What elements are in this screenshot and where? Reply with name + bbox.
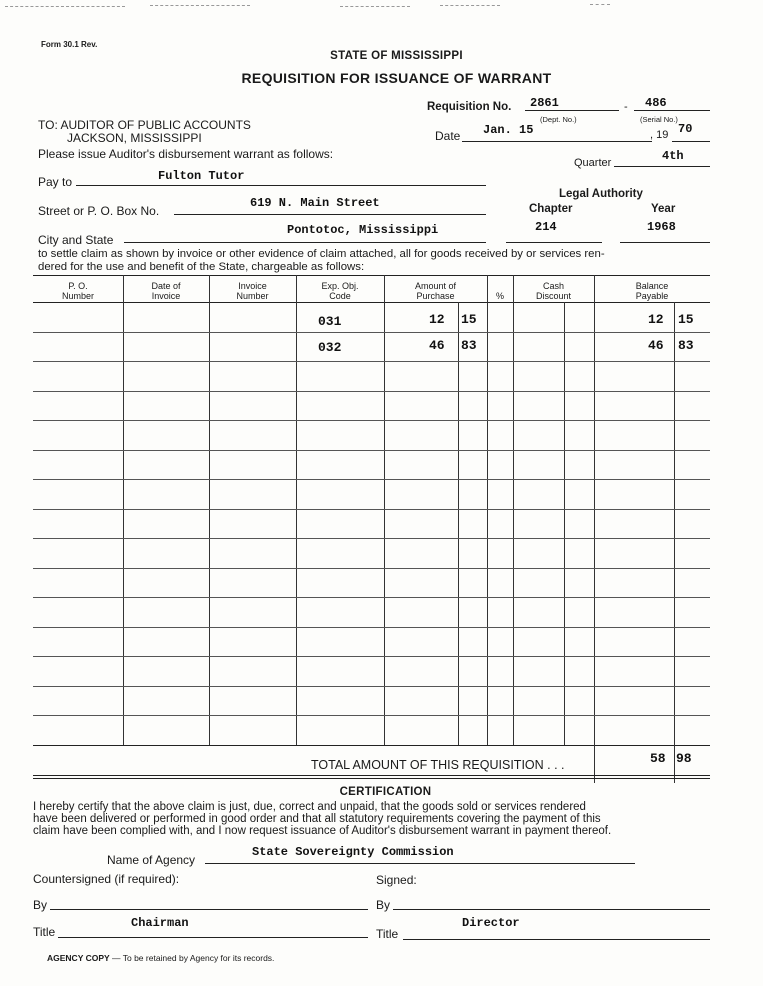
quarter-label: Quarter [574,157,612,169]
year-value[interactable]: 1968 [647,220,676,234]
by-label-left: By [33,898,48,912]
certification-line3: claim have been complied with, and I now request issuance of Auditor's disbursement warrant in payment thereof. [33,825,612,837]
amount-dollars-cell[interactable]: 12 [429,312,445,327]
countersigned-label: Countersigned (if required): [33,872,180,886]
header-amount: Amount of Purchase [414,281,457,301]
title-label-right: Title [376,927,399,941]
street-label: Street or P. O. Box No. [38,204,160,218]
header-po: P. O. Number [61,281,94,301]
agency-value[interactable]: State Sovereignty Commission [252,845,454,859]
pay-to-label: Pay to [38,175,73,189]
date-year[interactable]: 70 [678,122,693,136]
balance-cents-cell[interactable]: 15 [678,312,694,327]
date-year-prefix: , 19 [650,129,669,141]
agency-label: Name of Agency [107,853,196,867]
balance-cents-cell[interactable]: 83 [678,338,694,353]
dept-caption: (Dept. No.) [540,115,577,124]
year-label: Year [651,203,676,215]
date-label: Date [435,129,461,143]
certification-title: CERTIFICATION [339,786,432,798]
chapter-value[interactable]: 214 [535,220,557,234]
amount-dollars-cell[interactable]: 46 [429,338,445,353]
right-title-value[interactable]: Director [462,916,520,930]
certification-line1: I hereby certify that the above claim is just, due, correct and unpaid, that the goods sold or services rendered [33,801,586,813]
instruction-text: Please issue Auditor's disbursement warrant as follows: [38,147,334,161]
serial-caption: (Serial No.) [640,115,678,124]
pay-to-value[interactable]: Fulton Tutor [158,169,245,183]
exp-code-cell[interactable]: 031 [318,314,342,329]
addressee-line2: JACKSON, MISSISSIPPI [67,131,202,145]
dept-number[interactable]: 2861 [530,96,559,110]
requisition-separator: - [624,101,628,113]
header-invoice: Invoice Number [236,281,269,301]
header-percent: % [495,291,504,301]
quarter-value[interactable]: 4th [662,149,684,163]
form-title: REQUISITION FOR ISSUANCE OF WARRANT [241,70,552,86]
total-cents[interactable]: 98 [676,751,692,766]
certification-line2: have been delivered or performed in good order and that all statutory requirements covering the payment of this [33,813,601,825]
city-value[interactable]: Pontotoc, Mississippi [287,223,439,237]
serial-number[interactable]: 486 [645,96,667,110]
street-value[interactable]: 619 N. Main Street [250,196,380,210]
left-title-value[interactable]: Chairman [131,916,189,930]
requisition-label: Requisition No. [427,101,512,113]
date-value[interactable]: Jan. 15 [483,123,534,137]
exp-code-cell[interactable]: 032 [318,340,342,355]
form-number: Form 30.1 Rev. [41,40,98,49]
header-date: Date of Invoice [151,281,181,301]
signed-label: Signed: [376,873,417,887]
legal-authority-label: Legal Authority [559,188,643,200]
settle-text-line2: dered for the use and benefit of the State, chargeable as follows: [38,261,365,273]
balance-dollars-cell[interactable]: 12 [648,312,664,327]
balance-dollars-cell[interactable]: 46 [648,338,664,353]
amount-cents-cell[interactable]: 83 [461,338,477,353]
state-heading: STATE OF MISSISSIPPI [330,50,463,62]
settle-text-line1: to settle claim as shown by invoice or other evidence of claim attached, all for goods received by or services ren- [38,248,605,260]
footer-note: AGENCY COPY — To be retained by Agency for its records. [47,953,275,963]
title-label-left: Title [33,925,56,939]
by-label-right: By [376,898,391,912]
chapter-label: Chapter [529,203,573,215]
header-balance: Balance Payable [635,281,669,301]
addressee-line1: TO: AUDITOR OF PUBLIC ACCOUNTS [38,118,251,132]
header-exp-code: Exp. Obj. Code [321,281,359,301]
city-label: City and State [38,233,114,247]
amount-cents-cell[interactable]: 15 [461,312,477,327]
total-dollars[interactable]: 58 [650,751,666,766]
total-label: TOTAL AMOUNT OF THIS REQUISITION . . . [311,758,565,772]
header-cash-discount: Cash Discount [535,281,571,301]
